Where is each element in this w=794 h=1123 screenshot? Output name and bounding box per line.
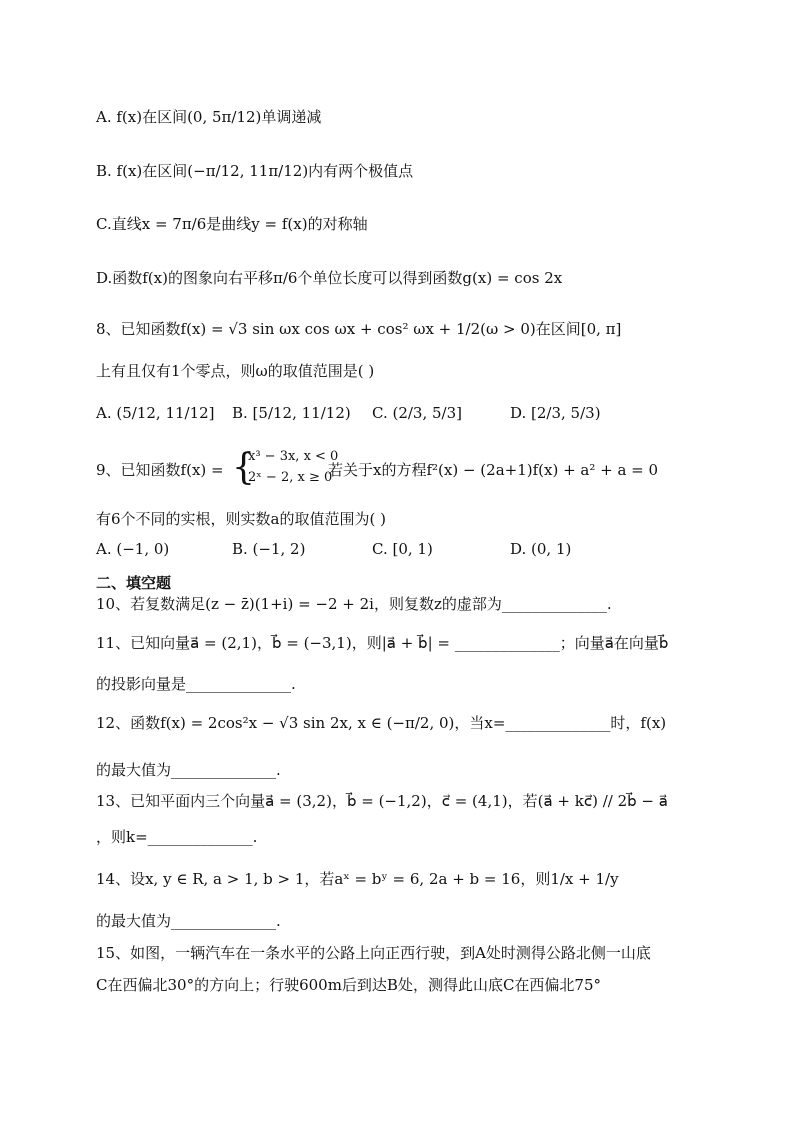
q9-case1: x³ − 3x, x < 0 xyxy=(248,449,339,464)
q11-line2: 的投影向量是______________. xyxy=(96,675,296,693)
q14-line1: 14、设x, y ∈ R, a > 1, b > 1，若aˣ = bʸ = 6, 2a + b = 16，则1/x + 1/y xyxy=(96,870,619,888)
q8-stem-line1: 8、已知函数f(x) = √3 sin ωx cos ωx + cos² ωx + 1/2(ω > 0)在区间[0, π] xyxy=(96,320,622,338)
q7-option-a: A. f(x)在区间(0, 5π/12)单调递减 xyxy=(96,108,322,126)
q9-case2: 2ˣ − 2, x ≥ 0 xyxy=(248,470,333,485)
q13-line2: ，则k=______________. xyxy=(96,828,258,846)
q7-option-d: D.函数f(x)的图象向右平移π/6个单位长度可以得到函数g(x) = cos 2x xyxy=(96,269,563,287)
q9-option-a: A. (−1, 0) xyxy=(96,540,170,558)
q7-option-b: B. f(x)在区间(−π/12, 11π/12)内有两个极值点 xyxy=(96,162,414,180)
q8-option-c: C. (2/3, 5/3] xyxy=(372,404,462,422)
q12-line1: 12、函数f(x) = 2cos²x − √3 sin 2x, x ∈ (−π/2, 0)，当x=______________时，f(x) xyxy=(96,714,667,732)
q7-option-c: C.直线x = 7π/6是曲线y = f(x)的对称轴 xyxy=(96,215,368,233)
q9-stem-suffix: 若关于x的方程f²(x) − (2a+1)f(x) + a² + a = 0 xyxy=(328,461,659,479)
q14-line2: 的最大值为______________. xyxy=(96,912,281,930)
q15-line2: C在西偏北30°的方向上；行驶600m后到达B处，测得此山底C在西偏北75° xyxy=(96,976,602,994)
q8-option-a: A. (5/12, 11/12] xyxy=(96,404,215,422)
q9-stem-prefix: 9、已知函数f(x) = xyxy=(96,461,224,479)
q15-line1: 15、如图，一辆汽车在一条水平的公路上向正西行驶，到A处时测得公路北侧一山底 xyxy=(96,944,651,962)
q8-option-d: D. [2/3, 5/3) xyxy=(510,404,601,422)
q10-text: 10、若复数满足(z − z̄)(1+i) = −2 + 2i，则复数z的虚部为______________. xyxy=(96,595,612,613)
q9-option-b: B. (−1, 2) xyxy=(232,540,306,558)
q8-stem-line2: 上有且仅有1个零点，则ω的取值范围是( ) xyxy=(96,362,375,380)
q9-stem-line2: 有6个不同的实根，则实数a的取值范围为( ) xyxy=(96,510,386,528)
q9-option-d: D. (0, 1) xyxy=(510,540,572,558)
q13-line1: 13、已知平面内三个向量a⃗ = (3,2)，b⃗ = (−1,2)，c⃗ = (4,1)，若(a⃗ + kc⃗) // 2b⃗ − a⃗ xyxy=(96,792,668,810)
q9-option-c: C. [0, 1) xyxy=(372,540,433,558)
q11-line1: 11、已知向量a⃗ = (2,1)，b⃗ = (−3,1)，则|a⃗ + b⃗| = ______________；向量a⃗在向量b⃗ xyxy=(96,634,669,652)
q12-line2: 的最大值为______________. xyxy=(96,761,281,779)
piecewise-brace: { xyxy=(232,447,255,488)
q8-option-b: B. [5/12, 11/12) xyxy=(232,404,351,422)
section-title: 二、填空题 xyxy=(96,574,172,592)
